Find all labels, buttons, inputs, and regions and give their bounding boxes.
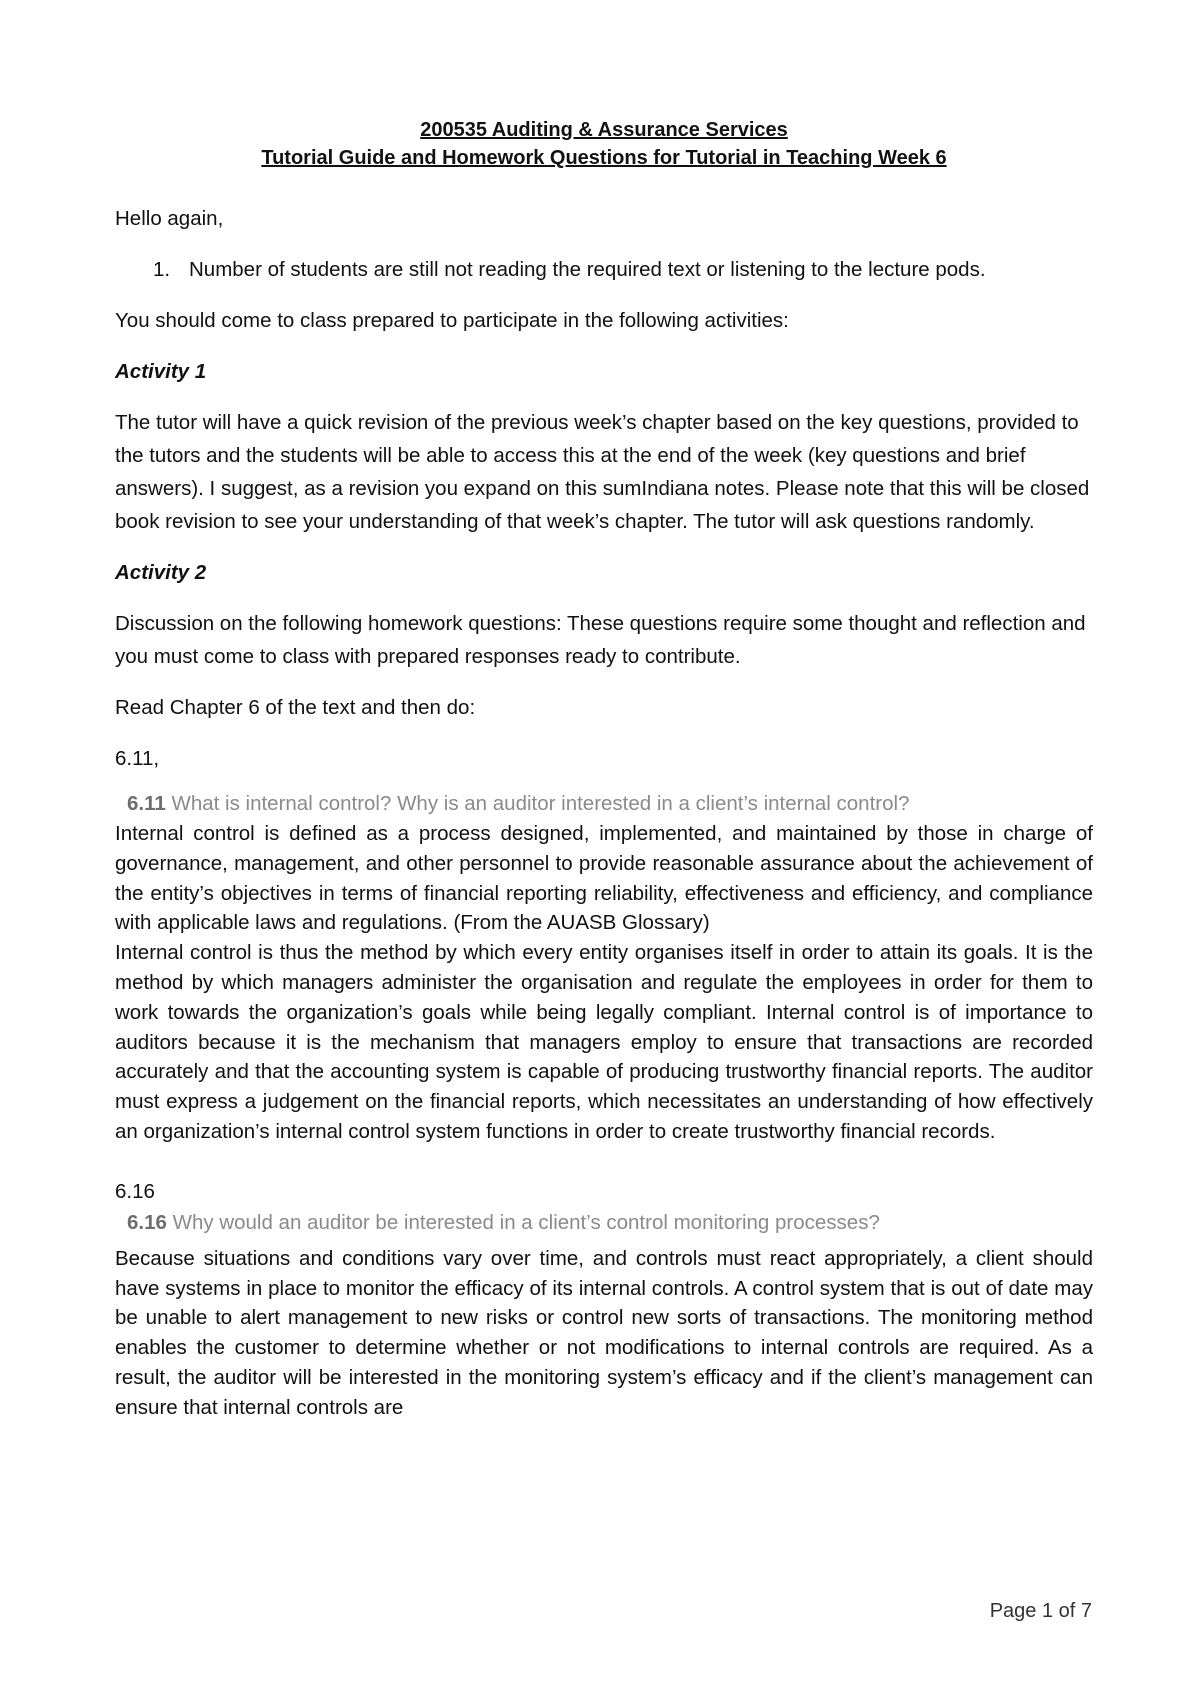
question-6-11-heading	[127, 789, 1093, 819]
item-text: Number of students are still not reading the required text or listening to the lecture pods.	[189, 258, 986, 281]
preparation-text: You should come to class prepared to participate in the following activities:	[115, 309, 789, 332]
answer-6-11-paragraph-1: Internal control is defined as a process designed, implemented, and maintained by those in charge of governance, management, and other personnel to provide reasonable assurance about the achievement of the entity’s objectives in terms of financial reporting reliability, effectiveness and efficiency, and compliance with applicable laws and regulations. (From the AUASB Glossary)	[115, 822, 1093, 935]
answer-6-16: Because situations and conditions vary over time, and controls must react appropriately, a client should have systems in place to monitor the efficacy of its internal controls. A control system that is out of date may be unable to alert management to new risks or control new sorts of transactions. The monitoring method enables the customer to determine whether or not modifications to internal controls are required. As a result, the auditor will be interested in the monitoring system’s efficacy and if the client’s management can ensure that internal controls are	[115, 1246, 1093, 1419]
activity-1-heading: Activity 1	[115, 360, 207, 383]
document-body	[115, 116, 1093, 1423]
tutorial-title: Tutorial Guide and Homework Questions for Tutorial in Teaching Week 6	[261, 147, 947, 169]
activity-1-text: The tutor will have a quick revision of the previous week’s chapter based on the key questions, provided to the tutors and the students will be able to access this at the end of the week (key questions and brief answers). I suggest, as a revision you expand on this sumIndiana notes. Please note that this will be closed book revision to see your understanding of that week’s chapter. The tutor will ask questions randomly.	[115, 411, 1090, 533]
question-6-16-heading	[127, 1208, 1093, 1238]
page-number: Page 1 of 7	[989, 1600, 1092, 1622]
question-6-11-number: 6.11	[127, 792, 166, 815]
greeting: Hello again,	[115, 207, 224, 230]
question-6-16-number: 6.16	[127, 1210, 167, 1234]
activity-2-heading: Activity 2	[115, 561, 207, 584]
question-6-11-label: 6.11,	[115, 747, 160, 770]
read-instruction: Read Chapter 6 of the text and then do:	[115, 696, 476, 719]
answer-6-11-paragraph-2: Internal control is thus the method by which every entity organises itself in order to attain its goals. It is the method by which managers administer the organisation and regulate the employees in order for them to work towards the organization’s goals while being legally compliant. Internal control is of importance to auditors because it is the mechanism that managers employ to ensure that transactions are recorded accurately and that the accounting system is capable of producing trustworthy financial reports. The auditor must express a judgement on the financial reports, which necessitates an understanding of how effectively an organization’s internal control system functions in order to create trustworthy financial records.	[115, 941, 1093, 1143]
question-6-11-text: What is internal control? Why is an auditor interested in a client’s internal control?	[165, 792, 910, 815]
numbered-item	[115, 253, 1093, 286]
question-6-16-label: 6.16	[115, 1179, 155, 1203]
course-title: 200535 Auditing & Assurance Services	[420, 119, 788, 141]
item-number: 1.	[153, 258, 171, 281]
question-6-16-text: Why would an auditor be interested in a client’s control monitoring processes?	[166, 1210, 880, 1234]
activity-2-text: Discussion on the following homework questions: These questions require some thought and reflection and you must come to class with prepared responses ready to contribute.	[115, 612, 1086, 668]
